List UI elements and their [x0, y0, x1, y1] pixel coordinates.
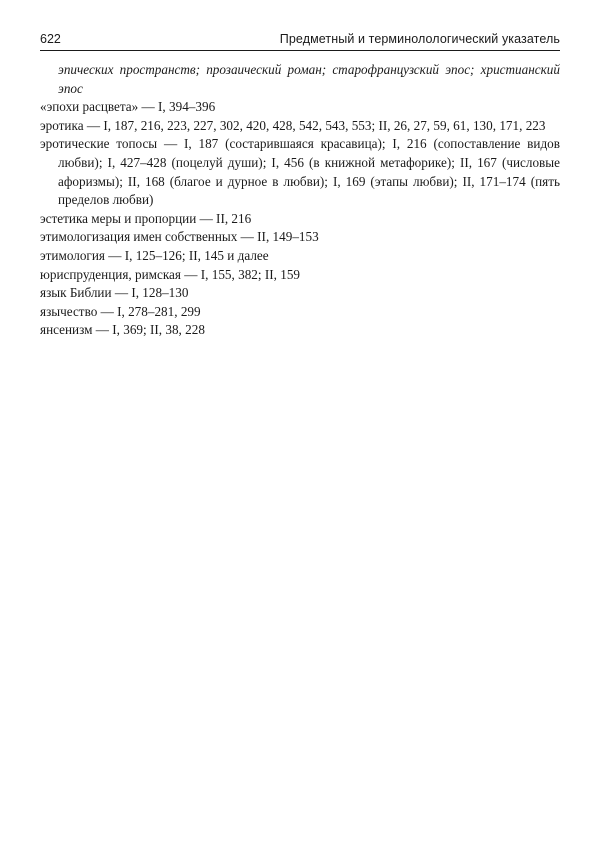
page-number: 622: [40, 32, 61, 46]
index-entry: этимология — I, 125–126; II, 145 и далее: [40, 247, 269, 263]
index-entry: язычество — I, 278–281, 299: [40, 303, 201, 319]
running-head: [40, 32, 560, 51]
index-entry: эротические топосы — I, 187 (состарившаяся красавица); I, 216 (сопоставление видов любви); I, 427–428 (поцелуй души); I, 456 (в книжной метафорике); II, 167 (числовые афоризмы); II, 168 (благое и дурное в любви); I, 169 (этапы любви); II, 171–174 (пять пределов любви): [40, 136, 560, 208]
index-entry: юриспруденция, римская — I, 155, 382; II, 159: [40, 266, 301, 282]
subject-index: [40, 61, 560, 340]
index-entry: янсенизм — I, 369; II, 38, 228: [40, 322, 205, 338]
index-entry: эстетика меры и пропорции — II, 216: [40, 210, 252, 226]
index-entry: этимологизация имен собственных — II, 149–153: [40, 229, 319, 245]
index-entry-continuation: эпических пространств; прозаический роман; старофранцузский эпос; христианский эпос: [58, 62, 560, 96]
index-entry: язык Библии — I, 128–130: [40, 285, 189, 301]
index-entry: «эпохи расцвета» — I, 394–396: [40, 99, 216, 115]
running-title: Предметный и терминолологический указатель: [279, 32, 560, 46]
index-entry: эротика — I, 187, 216, 223, 227, 302, 420, 428, 542, 543, 553; II, 26, 27, 59, 61, 130, 171, 223: [40, 117, 546, 133]
book-page: [40, 32, 560, 340]
